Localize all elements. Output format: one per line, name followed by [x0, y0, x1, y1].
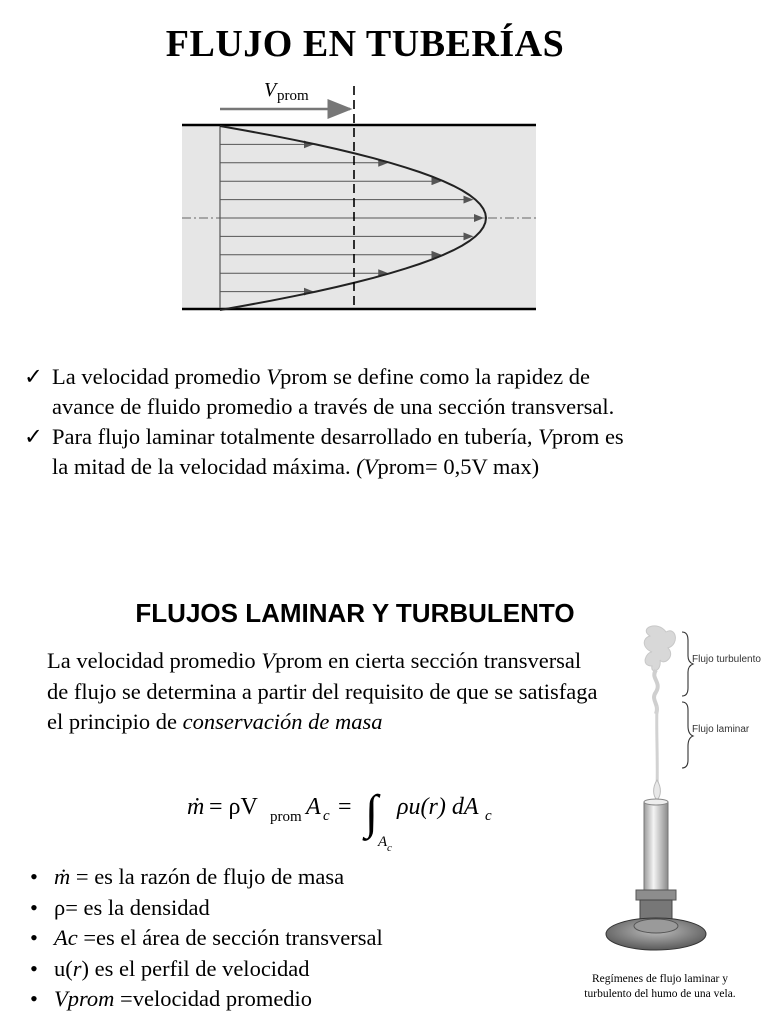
section-title: FLUJOS LAMINAR Y TURBULENTO	[135, 598, 575, 628]
definition-bullets	[24, 362, 744, 482]
list-item: • ρ= es la densidad	[30, 893, 383, 924]
svg-text:A: A	[378, 834, 388, 850]
svg-text:= ρV: = ρV	[209, 794, 258, 820]
page-title: FLUJO EN TUBERÍAS	[165, 23, 565, 65]
svg-text:c: c	[485, 808, 492, 824]
turbulent-flow-label: Flujo turbulento	[692, 654, 761, 665]
vprom-label-sub: prom	[277, 88, 309, 104]
bullet-dot: •	[30, 986, 38, 1011]
svg-text:A: A	[306, 794, 321, 820]
bullet-dot: •	[30, 894, 38, 920]
list-item: • ṁ = es la razón de flujo de masa	[30, 862, 383, 893]
vprom-label-v: V	[264, 79, 277, 101]
svg-text:ṁ: ṁ	[187, 794, 205, 820]
bullet-dot: •	[30, 864, 38, 889]
pipe-velocity-profile-figure	[178, 78, 540, 318]
symbol-definition-list	[30, 862, 383, 1015]
check-icon: ✓	[24, 364, 43, 389]
flame-icon	[654, 780, 661, 800]
svg-text:prom: prom	[270, 809, 302, 825]
bullet-item: ✓ Para flujo laminar totalmente desarrollado en tubería, Vprom es la mitad de la velocidad máxima. (Vprom= 0,5V max)	[24, 424, 624, 479]
bullet-dot: •	[30, 955, 38, 981]
check-icon: ✓	[24, 424, 43, 449]
svg-text:c: c	[323, 808, 330, 824]
figure-caption: Regímenes de flujo laminar y turbulento del humo de una vela.	[584, 973, 736, 1000]
description-paragraph: La velocidad promedio Vprom en cierta sección transversal de flujo se determina a partir del requisito de que se satisfaga el principio de conservación de masa	[47, 648, 598, 734]
list-item: • u(r) es el perfil de velocidad	[30, 954, 383, 985]
svg-text:∫: ∫	[365, 786, 379, 839]
turbulent-smoke	[644, 626, 675, 671]
laminar-flow-label: Flujo laminar	[692, 724, 750, 735]
list-item: • Vprom =velocidad promedio	[30, 984, 383, 1015]
bullet-item: ✓ La velocidad promedio Vprom se define como la rapidez de avance de fluido promedio a través de una sección transversal.	[24, 364, 615, 419]
list-item: • Ac =es el área de sección transversal	[30, 923, 383, 954]
svg-text:ρu(r) dA: ρu(r) dA	[397, 794, 479, 820]
candle-body	[644, 802, 668, 894]
svg-text:=: =	[338, 794, 352, 820]
svg-text:c: c	[387, 842, 392, 854]
bullet-dot: •	[30, 925, 38, 950]
mass-flow-formula	[175, 776, 515, 856]
candle-smoke-figure	[590, 622, 762, 970]
